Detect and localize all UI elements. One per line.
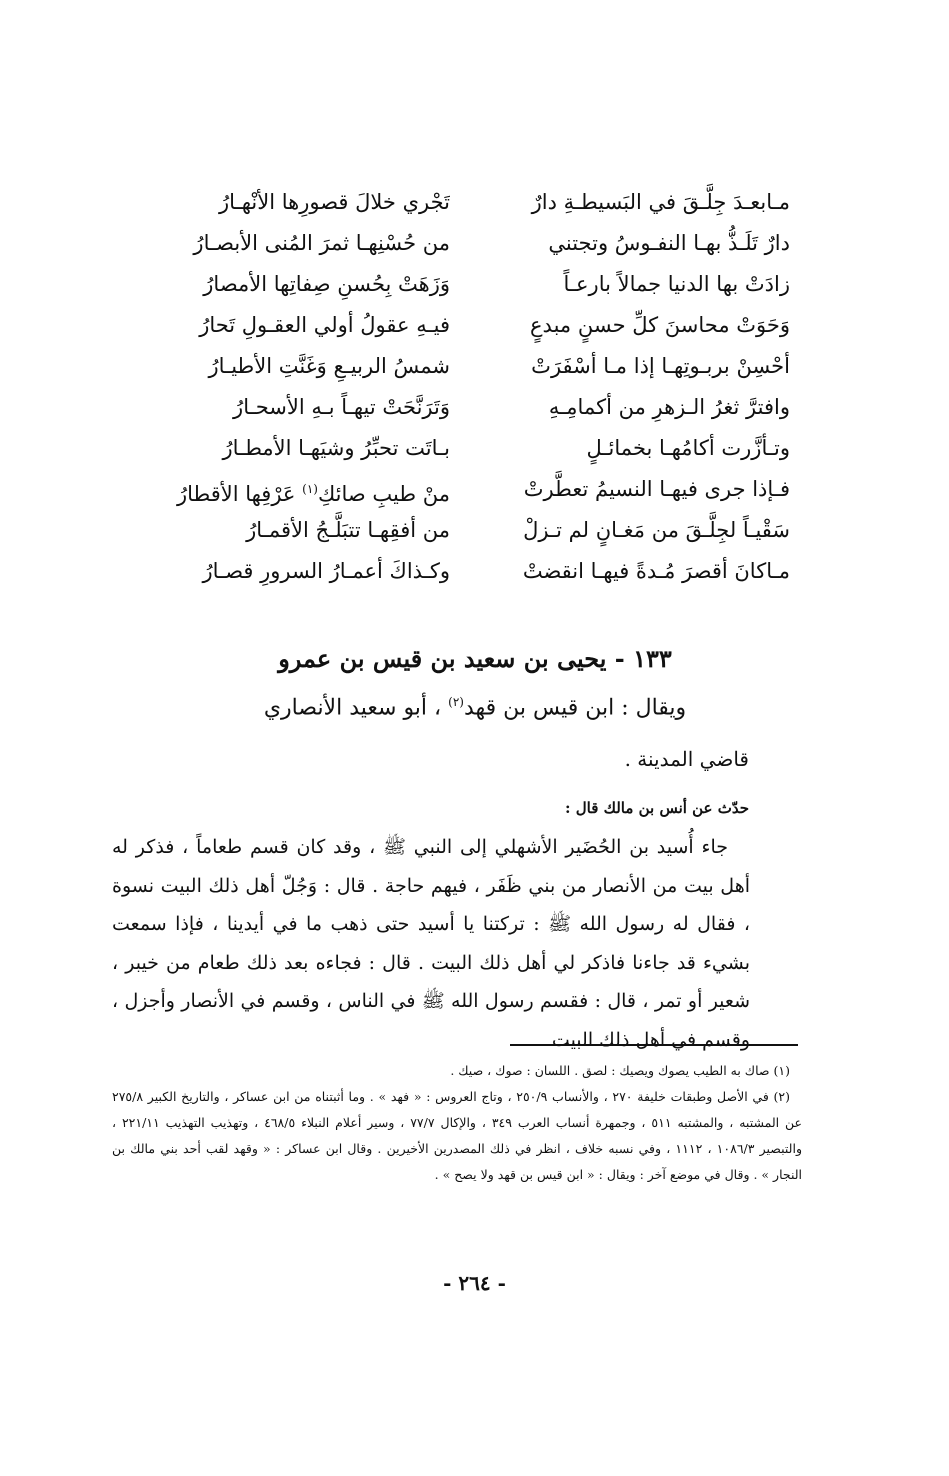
subtitle-text: ، أبو سعيد الأنصاري bbox=[263, 695, 449, 721]
page-number: - ٢٦٤ - bbox=[443, 1271, 506, 1295]
verse bbox=[150, 182, 790, 223]
footnote: (١) صاك به الطيب يصوك ويصيك : لصق . اللسان : صوك ، صيك . bbox=[450, 1063, 790, 1078]
verse bbox=[150, 264, 790, 305]
footnote-marker: (١) bbox=[302, 482, 318, 496]
verse-first-hemistich: فـإذا جرى فيهـا النسيمُ تعطَّرتْ bbox=[523, 477, 790, 501]
verse-first-hemistich: مـاكانَ أقصرَ مُـدةً فيهـا انقضتْ bbox=[522, 559, 790, 583]
verse-second-hemistich: من أفقِهـا تتبَلَّـجُ الأقمـارُ bbox=[246, 518, 450, 542]
verse-second-hemistich: وَتَرَنَّحَتْ تيهـاً بـهِ الأسحـارُ bbox=[233, 395, 450, 419]
verse-first-hemistich: وَحَوَتْ محاسنَ كلِّ حسنٍ مبدعٍ bbox=[530, 313, 790, 337]
verse-second-hemistich: وَزَهَتْ بِحُسنِ صِفاتِها الأمصارُ bbox=[203, 272, 450, 296]
verse-first-hemistich: مـابعـدَ جِلَّـقَ في البَسيطـةِ دارٌ bbox=[531, 190, 790, 214]
verse bbox=[150, 551, 790, 592]
hadith-body bbox=[112, 828, 750, 1059]
verse bbox=[150, 387, 790, 428]
footnotes bbox=[112, 1058, 802, 1188]
verse bbox=[150, 469, 790, 510]
footnote-separator bbox=[510, 1044, 798, 1046]
verse-second-hemistich: من حُسْنِهـا ثمرَ المُنى الأبصـارُ bbox=[193, 231, 450, 255]
verse-second-hemistich bbox=[150, 469, 450, 515]
verse-second-hemistich: شمسُ الربيـعِ وَغَنَّتِ الأطيـارُ bbox=[208, 354, 450, 378]
body-paragraph: جاء أُسيد بن الحُضَير الأشهلي إلى النبي ﷺ ، وقد كان قسم طعاماً ، فذكر له أهل بيت من الأنصار من بني ظَفَر ، فيهم حاجة . قال : وَجُلّ أهل ذلك البيت نسوة ، فقال له رسول الله ﷺ : تركتنا يا أسيد حتى ذهب ما في أيدينا ، فإذا سمعت بشيء قد جاءنا فاذكر لي أهل ذلك البيت . قال : فجاءه بعد ذلك طعام من خيبر ، شعير أو تمر ، قال : فقسم رسول الله ﷺ في الناس ، وقسم في الأنصار وأجزل ، وقسم في أهل ذلك البيت bbox=[112, 836, 750, 1051]
hemistich-text: منْ طيبِ صائكِ bbox=[317, 482, 450, 506]
footnote-marker: (٢) bbox=[448, 695, 464, 709]
footnote: (٢) في الأصل وطبقات خليفة ٢٧٠ ، والأنساب ٢٥٠/٩ ، وتاج العروس : « فهد » . وما أثبتناه من ابن عساكر ، والتاريخ الكبير ٢٧٥/٨ عن المشتبه ، والمشتبه ٥١١ ، وجمهرة أنساب العرب ٣٤٩ ، والإكال ٧٧/٧ ، وسير أعلام النبلاء ٤٦٨/٥ ، وتهذيب التهذيب ٢٢١/١١ ، والتبصير ١٠٨٦/٣ ، ١١١٢ ، وفي نسبه خلاف ، انظر في ذلك المصدرين الأخيرين . وقال ابن عساكر : « وقهد لقب أحد بني مالك بن النجار » . وقال في موضع آخر : ويقال : « ابن قيس بن قهد ولا يصح » . bbox=[112, 1089, 803, 1182]
verse-first-hemistich: سَقْيـاً لجِلَّـقَ من مَغـانٍ لم تـزلْ bbox=[523, 518, 790, 542]
verse-first-hemistich: أحْسِنْ بربـوتِهـا إذا مـا أسْفَرَتْ bbox=[531, 354, 790, 378]
poem-block bbox=[150, 182, 790, 592]
verse bbox=[150, 305, 790, 346]
verse-first-hemistich: دارٌ تَلَـذُّ بهـا النفـوسُ وتجتني bbox=[548, 231, 790, 255]
verse bbox=[150, 428, 790, 469]
verse-first-hemistich: وافترَّ ثغرُ الـزهرِ من أكمامِـهِ bbox=[548, 395, 790, 419]
verse-first-hemistich: زادَتْ بها الدنيا جمالاً بارعـاً bbox=[563, 272, 790, 296]
verse bbox=[150, 223, 790, 264]
verse bbox=[150, 346, 790, 387]
biography-role: قاضي المدينة . bbox=[624, 747, 749, 771]
biography-subtitle bbox=[100, 684, 850, 726]
biography-title: ١٣٣ - يحيى بن سعيد بن قيس بن عمرو bbox=[278, 644, 672, 673]
hemistich-text: عَرْفِها الأقطارُ bbox=[176, 482, 303, 506]
verse-first-hemistich: وتـأزَّرت أكامُهـا بخمائـلٍ bbox=[586, 436, 790, 460]
verse-second-hemistich: تَجْري خلالَ قصورِها الأنْهـارُ bbox=[219, 190, 450, 214]
verse-second-hemistich: فيـهِ عقولُ أولي العقـولِ تَحارُ bbox=[199, 313, 450, 337]
isnad-line: حدّث عن أنس بن مالك قال : bbox=[564, 799, 749, 817]
subtitle-text: ويقال : ابن قيس بن قهد bbox=[463, 695, 687, 721]
verse-second-hemistich: وكـذاكَ أعمـارُ السرورِ قصـارُ bbox=[202, 559, 450, 583]
verse-second-hemistich: بـاتَت تحبِّرُ وشيَهـا الأمطـارُ bbox=[222, 436, 450, 460]
verse bbox=[150, 510, 790, 551]
